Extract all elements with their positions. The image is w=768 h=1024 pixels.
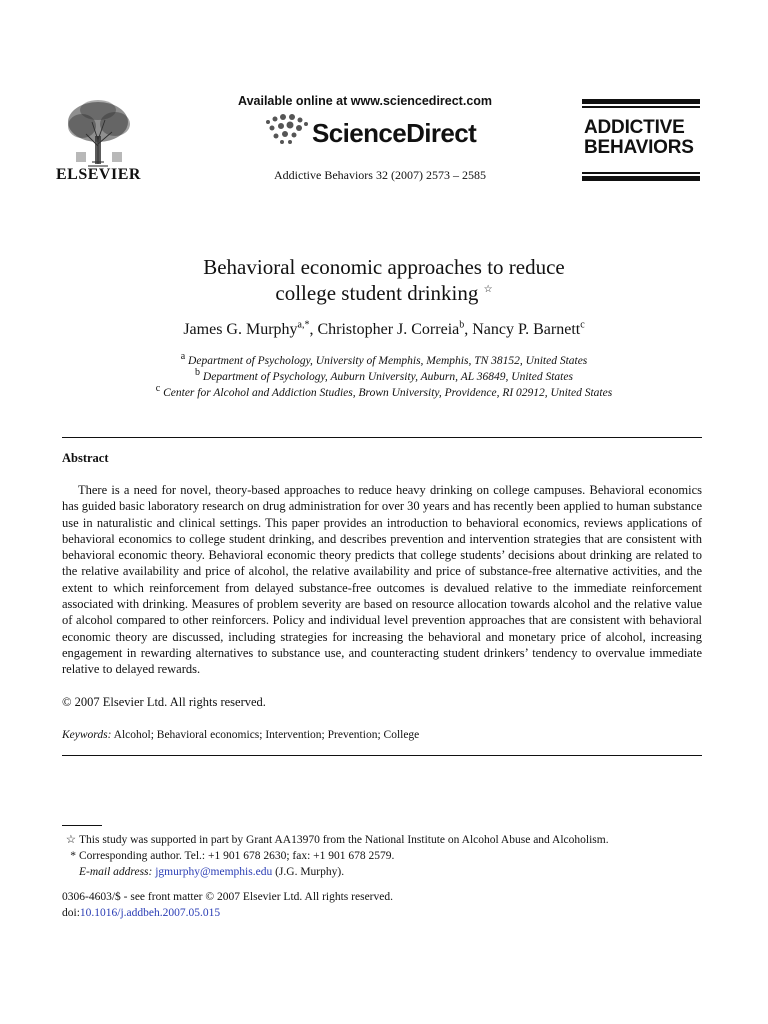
masthead-rule bbox=[582, 106, 700, 108]
masthead-rule bbox=[582, 176, 700, 181]
journal-title-line2: BEHAVIORS bbox=[584, 137, 694, 158]
author-affiliation-mark[interactable]: c bbox=[580, 319, 585, 331]
sciencedirect-wordmark[interactable]: ScienceDirect bbox=[312, 118, 477, 148]
doi-link[interactable]: 10.1016/j.addbeh.2007.05.015 bbox=[79, 907, 221, 919]
asterisk-mark: * bbox=[70, 850, 76, 862]
section-divider bbox=[62, 437, 702, 438]
footnote-rule bbox=[62, 825, 102, 826]
author-name: Christopher J. Correia bbox=[317, 321, 460, 338]
keywords bbox=[62, 729, 419, 741]
title-line-2: college student drinking ☆ bbox=[275, 281, 493, 305]
journal-citation: Addictive Behaviors 32 (2007) 2573 – 2585 bbox=[274, 168, 486, 182]
footnote-email: E-mail address: jgmurphy@memphis.edu (J.G. Murphy). bbox=[79, 866, 345, 878]
email-label: E-mail address: bbox=[79, 866, 153, 878]
star-note-mark: ☆ bbox=[65, 834, 76, 846]
publisher-name: ELSEVIER bbox=[56, 166, 141, 183]
abstract-copyright: © 2007 Elsevier Ltd. All rights reserved. bbox=[62, 695, 266, 709]
journal-title-line1: ADDICTIVE bbox=[584, 117, 685, 138]
affiliation: $^c$ Center for Alcohol and Addiction Studies, Brown University, Providence, RI 02912, United States bbox=[155, 383, 613, 399]
affiliation: $^b$ Department of Psychology, Auburn University, Auburn, AL 36849, United States bbox=[195, 367, 573, 383]
keywords-label: Keywords: bbox=[62, 729, 112, 741]
email-link[interactable]: jgmurphy@memphis.edu bbox=[155, 866, 273, 878]
article-title bbox=[0, 254, 768, 306]
masthead-rule bbox=[582, 172, 700, 174]
section-divider bbox=[62, 755, 702, 756]
footnote-funding: ☆ This study was supported in part by Grant AA13970 from the National Institute on Alcohol Abuse and Alcoholism. bbox=[62, 832, 609, 848]
journal-masthead bbox=[584, 118, 694, 158]
author-list: James G. Murphy$^{a,*}$, Christopher J. Correia$^b$, Nancy P. Barnett$^c$ bbox=[183, 319, 585, 338]
author-name: Nancy P. Barnett bbox=[472, 321, 581, 338]
available-online-text[interactable]: Available online at www.sciencedirect.com bbox=[238, 94, 493, 108]
keywords-list: Alcohol; Behavioral economics; Intervention; Prevention; College bbox=[113, 729, 420, 741]
author-affiliation-mark[interactable]: a,* bbox=[297, 319, 310, 331]
footnote-corresponding: * Corresponding author. Tel.: +1 901 678 2630; fax: +1 901 678 2579. bbox=[62, 848, 394, 864]
masthead-rule bbox=[582, 99, 700, 104]
author-name: James G. Murphy bbox=[183, 321, 298, 338]
affiliation: $^a$ Department of Psychology, University of Memphis, Memphis, TN 38152, United States bbox=[180, 351, 588, 367]
doi-line: doi:10.1016/j.addbeh.2007.05.015 bbox=[62, 907, 221, 919]
issn-line: 0306-4603/$ - see front matter © 2007 Elsevier Ltd. All rights reserved. bbox=[62, 891, 393, 903]
title-line-1: Behavioral economic approaches to reduce bbox=[203, 255, 565, 279]
title-star-note[interactable]: ☆ bbox=[483, 284, 493, 295]
author-affiliation-mark[interactable]: b bbox=[459, 319, 465, 331]
abstract-body: There is a need for novel, theory-based approaches to reduce heavy drinking on college campuses. Behavioral economics has guided basic laboratory research on drug administration for over 30 years and has recently been applied to human substance use in naturalistic and clinical settings. This paper provides an introduction to behavioral economics, reviews applications of behavioral economics to college student drinking, and describes prevention and intervention strategies that are consistent with behavioral economic theory. Behavioral economic theory predicts that college students’ decisions about drinking are related to the relative availability and price of alcohol, the relative availability and price of substance-free alternative activities, and the extent to which reinforcement from delayed substance-free outcomes is devalued relative to the immediate reinforcement associated with drinking. Measures of problem severity are based on resource allocation towards alcohol and the relative value of alcohol compared to other reinforcers. Policy and individual level prevention approaches that are consistent with behavioral economic theory are discussed, including strategies for increasing the behavioral and monetary price of alcohol, increasing engagement in rewarding alternatives to substance use, and counteracting student drinkers’ tendency to overvalue immediate relative to delayed rewards. bbox=[62, 483, 702, 677]
abstract-heading: Abstract bbox=[62, 451, 109, 465]
